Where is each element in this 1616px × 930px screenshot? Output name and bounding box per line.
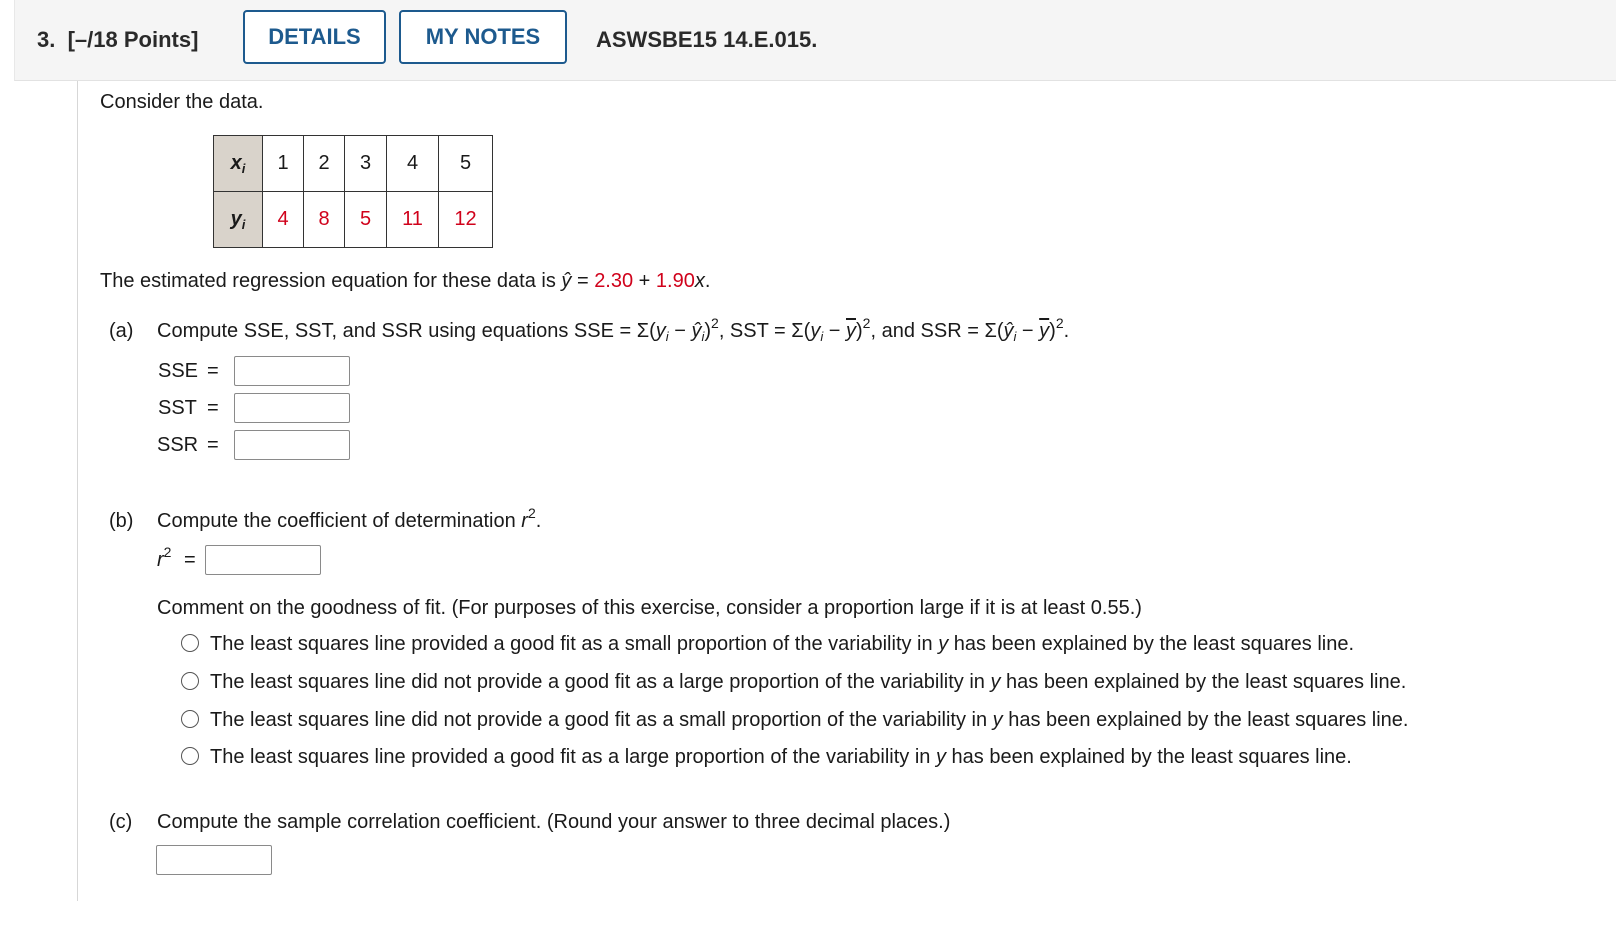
intercept-value: 2.30 — [594, 270, 634, 292]
fit-option-radio-4[interactable] — [181, 747, 199, 765]
ssr-equals: = — [207, 434, 219, 456]
question-id: ASWSBE15 14.E.015. — [596, 27, 818, 52]
x-value: 1 — [263, 136, 304, 192]
part-b-prompt: Compute the coefficient of determination $r^2$. — [157, 505, 542, 532]
part-a-label: (a) — [109, 320, 134, 342]
y-value: 8 — [304, 192, 345, 248]
sst-equals: = — [207, 397, 219, 419]
part-c-prompt: Compute the sample correlation coefficient. (Round your answer to three decimal places.) — [157, 811, 951, 833]
y-value: 5 — [345, 192, 387, 248]
fit-option-label-3[interactable]: The least squares line did not provide a good fit as a small proportion of the variability in y has been explained by the least squares line. — [210, 709, 1409, 731]
fit-option-radio-1[interactable] — [181, 634, 199, 652]
fit-option-radio-3[interactable] — [181, 710, 199, 728]
data-table — [213, 135, 493, 248]
content-left-rule — [77, 81, 78, 901]
table-row-y — [214, 192, 493, 248]
r2-equals: = — [184, 549, 196, 571]
sst-input[interactable] — [234, 393, 350, 423]
part-b-label: (b) — [109, 510, 134, 532]
sse-input[interactable] — [234, 356, 350, 386]
my-notes-button[interactable]: MY NOTES — [399, 10, 567, 64]
table-row-x — [214, 136, 493, 192]
part-a-prompt: Compute SSE, SST, and SSR using equations SSE = $\Sigma(y_i$ − $ŷ_i)^2$, SST = $\Sigma(y_i - \overline{y})^2$, and SSR = $\Sigma(ŷ_i - \overline{y})^2$. — [157, 315, 1070, 344]
x-value: 2 — [304, 136, 345, 192]
fit-option-label-2[interactable]: The least squares line did not provide a good fit as a large proportion of the variability in y has been explained by the least squares line. — [210, 671, 1407, 693]
x-value: 4 — [387, 136, 439, 192]
y-value: 12 — [439, 192, 493, 248]
correlation-input[interactable] — [156, 845, 272, 875]
ssr-label: SSR — [157, 434, 199, 456]
sse-equals: = — [207, 360, 219, 382]
question-header — [14, 0, 1616, 81]
goodness-comment: Comment on the goodness of fit. (For purposes of this exercise, consider a proportion large if it is at least 0.55.) — [157, 597, 1142, 619]
x-header: $x_i$ — [214, 136, 263, 192]
fit-option-radio-2[interactable] — [181, 672, 199, 690]
x-value: 5 — [439, 136, 493, 192]
x-value: 3 — [345, 136, 387, 192]
slope-value: 1.90 — [655, 270, 695, 292]
fit-option-label-1[interactable]: The least squares line provided a good fit as a small proportion of the variability in y has been explained by the least squares line. — [210, 633, 1355, 655]
fit-option-label-4[interactable]: The least squares line provided a good fit as a large proportion of the variability in y has been explained by the least squares line. — [210, 746, 1352, 768]
part-c-label: (c) — [109, 811, 133, 833]
intro-text: Consider the data. — [100, 91, 264, 113]
r2-input[interactable] — [205, 545, 321, 575]
ssr-input[interactable] — [234, 430, 350, 460]
question-points: [–/18 Points] — [67, 27, 199, 52]
y-value: 11 — [387, 192, 439, 248]
sse-label: SSE — [158, 360, 199, 382]
y-header: $y_i$ — [214, 192, 263, 248]
y-value: 4 — [263, 192, 304, 248]
details-button[interactable]: DETAILS — [243, 10, 386, 64]
sst-label: SST — [158, 397, 197, 419]
question-number: 3. [–/18 Points] — [37, 27, 199, 52]
r2-label: $r^2$ — [157, 544, 172, 571]
regression-equation: The estimated regression equation for these data is ŷ = 2.30 + 1.90x. — [100, 270, 711, 292]
